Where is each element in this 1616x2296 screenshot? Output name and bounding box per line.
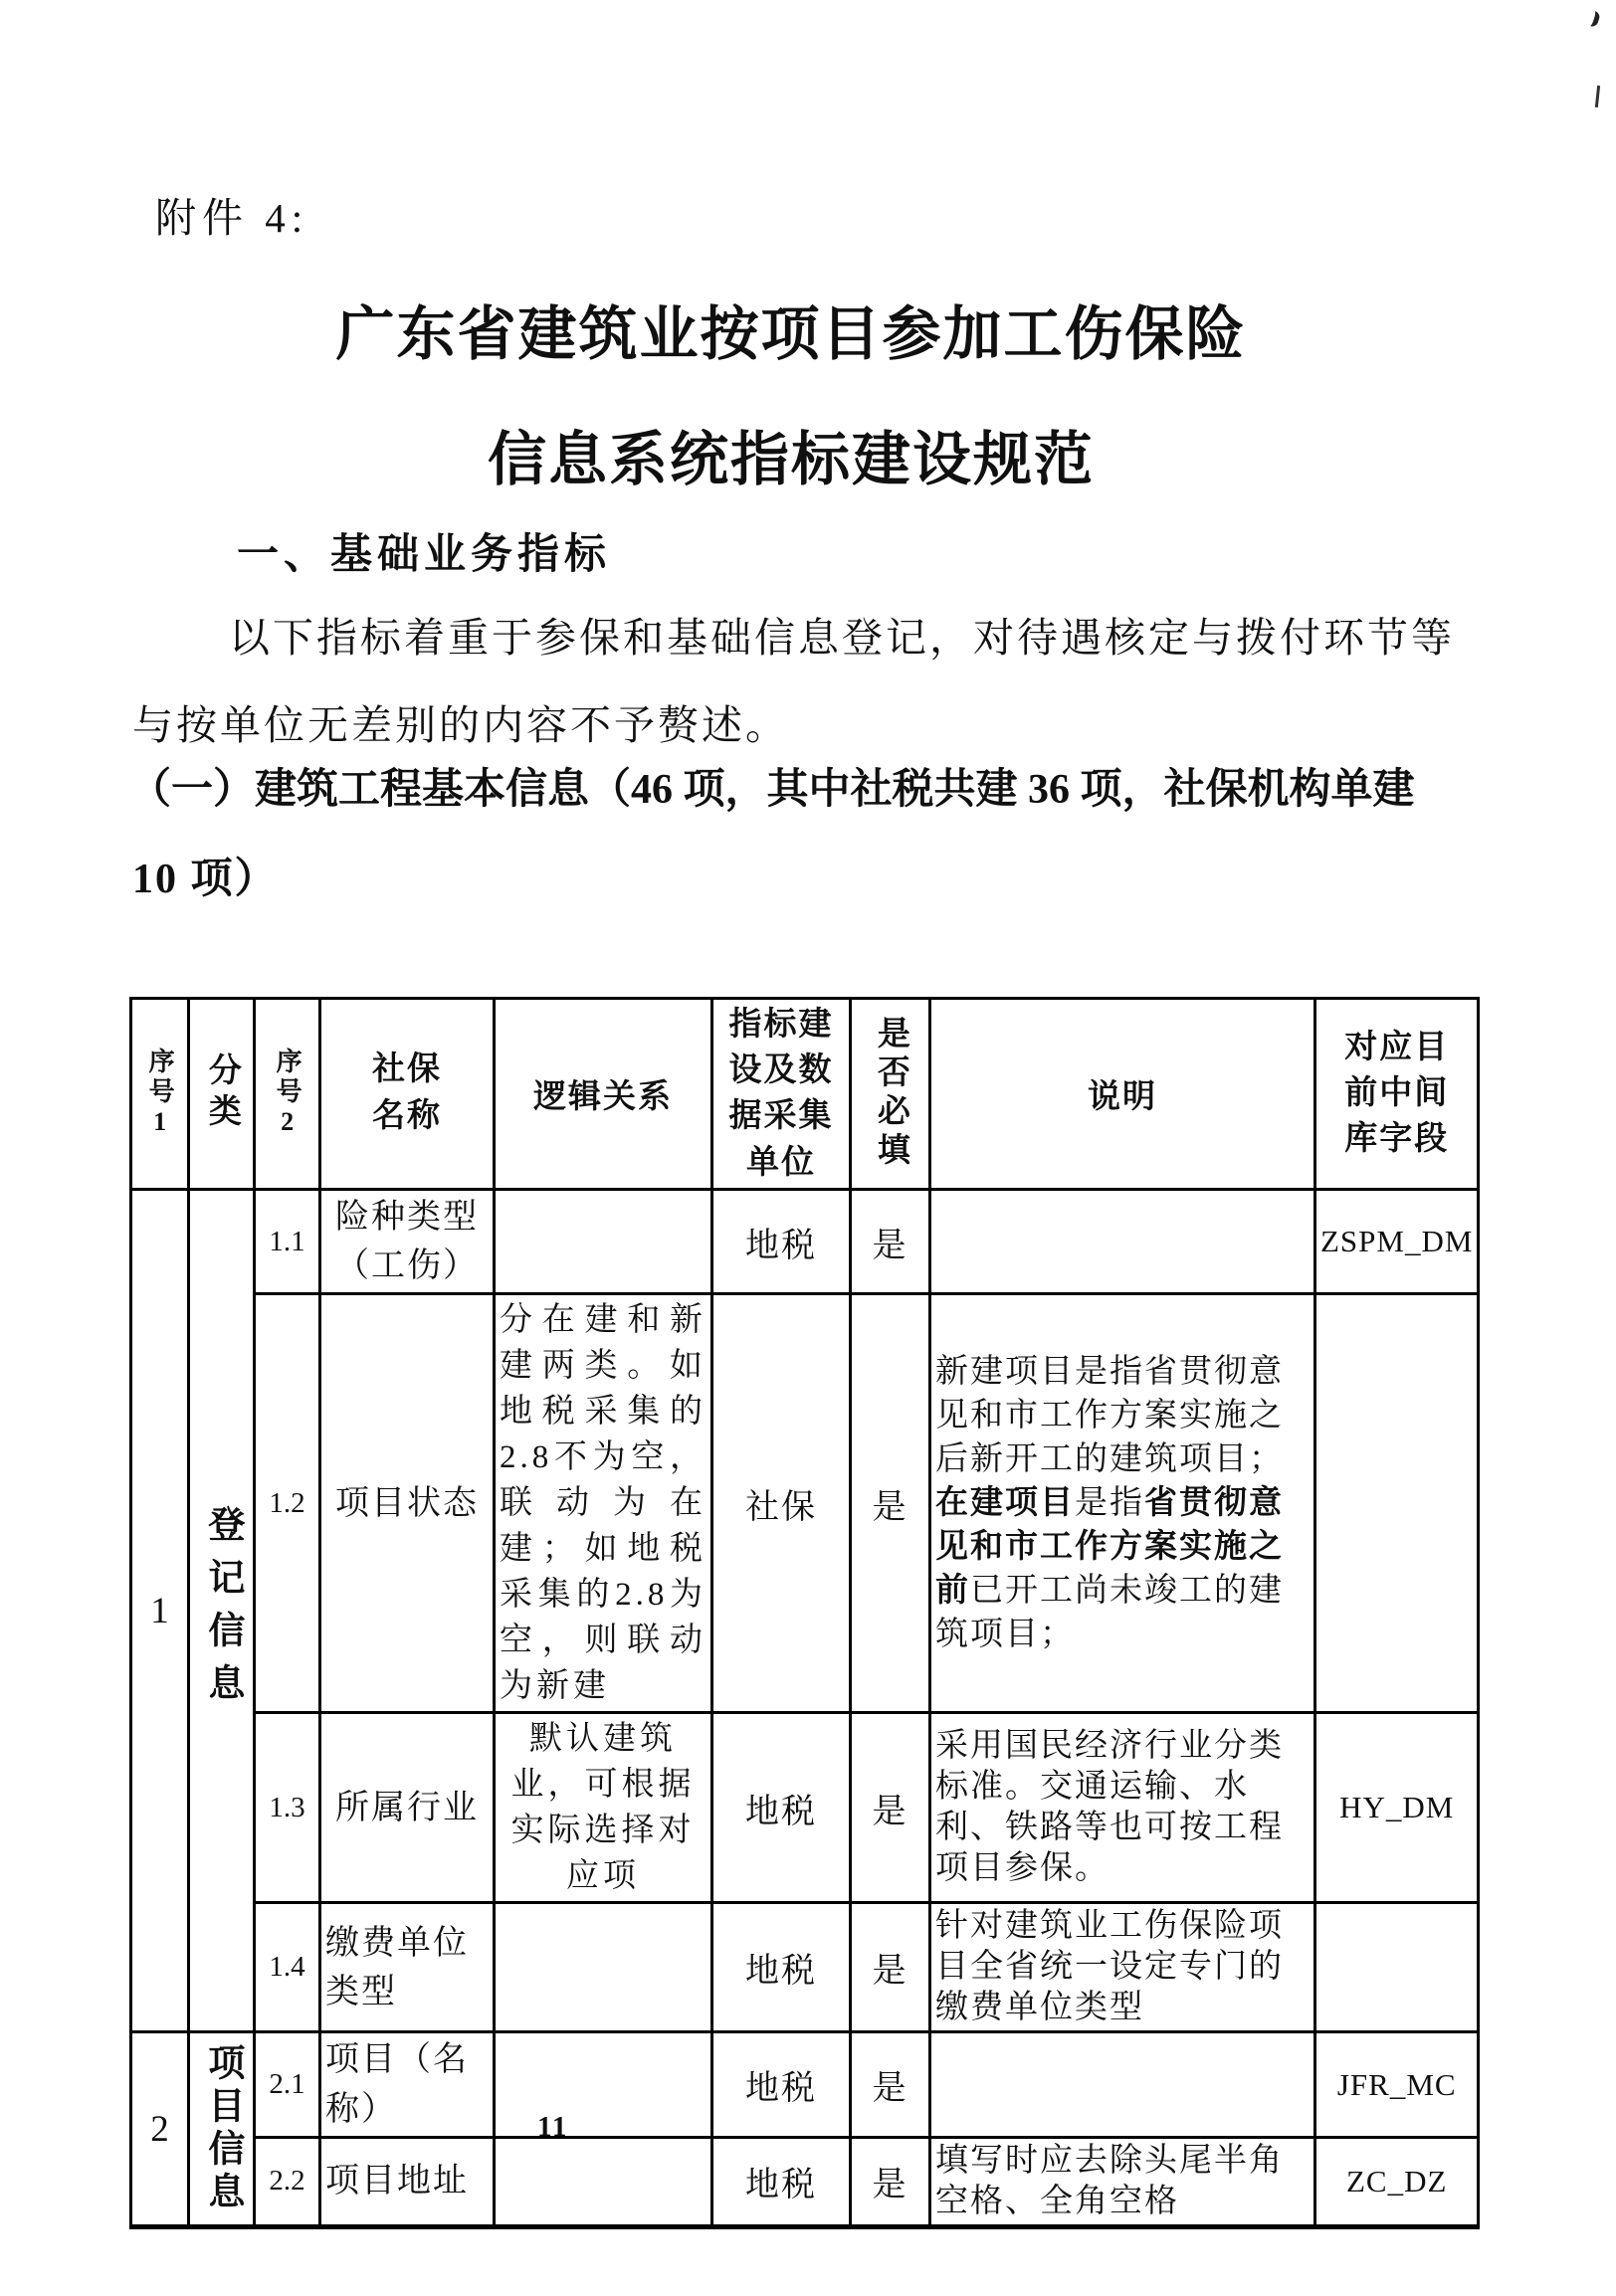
cell-required: 是 (851, 1294, 930, 1713)
cell-required: 是 (851, 1903, 930, 2032)
cell-desc (930, 1294, 1315, 1713)
subsection-heading-line2: 10 项） (132, 857, 279, 902)
cell-logic: 分在建和新建两类。如地税采集的2.8不为空，联动为在建；如地税采集的2.8为空，则联动为新建 (495, 1294, 712, 1713)
cell-seq: 1.1 (255, 1189, 320, 1294)
cell-field: HY_DM (1315, 1713, 1479, 1903)
cell-seq: 2.1 (255, 2032, 320, 2138)
cell-logic (495, 1903, 712, 2032)
table-row-2-2 (131, 2137, 1479, 2226)
cell-logic (495, 2032, 712, 2138)
table-row-1-4 (131, 1903, 1479, 2032)
cell-field (1315, 1294, 1479, 1713)
cell-field: ZSPM_DM (1315, 1189, 1479, 1294)
col-header-desc (930, 999, 1315, 1190)
document-title-line1 (129, 287, 1453, 371)
col-header-desc-text: 说明 (1088, 1078, 1157, 1115)
attachment-label: 附件 4: (155, 195, 309, 241)
cell-desc: 填写时应去除头尾半角空格、全角空格 (930, 2137, 1315, 2226)
table-header-row (131, 999, 1479, 1190)
section-heading: 一、基础业务指标 (237, 530, 612, 577)
cell-seq: 2.2 (255, 2137, 320, 2226)
cell-unit: 地税 (712, 1903, 851, 2032)
cell-logic (495, 1189, 712, 1294)
col-header-logic-text: 逻辑关系 (533, 1078, 673, 1115)
desc-part: 已开工尚未竣工的建筑项目； (935, 1573, 1284, 1653)
col-header-seq2-text: 序号2 (273, 1047, 303, 1140)
group-1-category (189, 1189, 255, 2032)
col-header-seq1-text: 序号1 (145, 1047, 175, 1140)
cell-name: 险种类型（工伤） (320, 1189, 495, 1294)
col-header-unit (712, 999, 851, 1190)
cell-unit: 地税 (712, 2032, 851, 2138)
cell-field (1315, 1903, 1479, 2032)
cell-name: 项目（名称） (320, 2032, 495, 2138)
table-row-1-2 (131, 1294, 1479, 1713)
group-1-number: 1 (131, 1189, 189, 2032)
group-1-category-text: 登记信息 (201, 1505, 243, 1717)
cell-name: 缴费单位类型 (320, 1903, 495, 2032)
cell-unit: 地税 (712, 1713, 851, 1903)
title-line2-text: 信息系统指标建设规范 (487, 427, 1095, 492)
col-header-name (320, 999, 495, 1190)
cell-required: 是 (851, 2137, 930, 2226)
desc-part: 是指 (1075, 1485, 1144, 1522)
paragraph-line2: 与按单位无差别的内容不予赘述。 (132, 702, 789, 748)
table-row-1-1 (131, 1189, 1479, 1294)
group-2-category (189, 2032, 255, 2227)
col-header-field (1315, 999, 1479, 1190)
cell-unit: 地税 (712, 1189, 851, 1294)
scan-noise-mark (1580, 8, 1601, 28)
cell-required: 是 (851, 2032, 930, 2138)
cell-seq: 1.4 (255, 1903, 320, 2032)
cell-desc (930, 2032, 1315, 2138)
desc-part: 新建项目是指省贯彻意见和市工作方案实施之后新开工的建筑项目； (935, 1354, 1284, 1478)
cell-logic: 默认建筑业，可根据实际选择对应项 (495, 1713, 712, 1903)
col-header-seq2 (255, 999, 320, 1190)
cell-seq: 1.2 (255, 1294, 320, 1713)
cell-name: 项目地址 (320, 2137, 495, 2226)
cell-unit: 地税 (712, 2137, 851, 2226)
desc-part-bold: 省贯彻意见和市工作方案实施之前 (935, 1485, 1284, 1610)
col-header-required (851, 999, 930, 1190)
col-header-unit-text: 指标建设及数据采集单位 (728, 1007, 834, 1181)
cell-name: 项目状态 (320, 1294, 495, 1713)
col-header-field-text: 对应目前中间库字段 (1344, 1030, 1450, 1158)
indicator-table (129, 997, 1480, 2229)
cell-required: 是 (851, 1189, 930, 1294)
paragraph-line1: 以下指标着重于参保和基础信息登记，对待遇核定与拨付环节等 (229, 615, 1455, 661)
title-line1-text: 广东省建筑业按项目参加工伤保险 (335, 301, 1247, 367)
col-header-logic (495, 999, 712, 1190)
document-title-line2 (129, 412, 1453, 496)
cell-unit: 社保 (712, 1294, 851, 1713)
cell-field: JFR_MC (1315, 2032, 1479, 2138)
cell-desc: 针对建筑业工伤保险项目全省统一设定专门的缴费单位类型 (930, 1903, 1315, 2032)
scan-noise-mark (1595, 86, 1600, 107)
cell-name: 所属行业 (320, 1713, 495, 1903)
table-row-1-3 (131, 1713, 1479, 1903)
col-header-name-text: 社保名称 (372, 1051, 442, 1135)
table-row-2-1 (131, 2032, 1479, 2138)
col-header-required-text: 是否必填 (872, 1016, 909, 1172)
cell-required: 是 (851, 1713, 930, 1903)
subsection-heading-line1: （一）建筑工程基本信息（46 项，其中社税共建 36 项，社保机构单建 (129, 767, 1415, 813)
group-2-category-text: 项目信息 (201, 2043, 243, 2215)
cell-logic (495, 2137, 712, 2226)
cell-desc (930, 1189, 1315, 1294)
col-header-category (189, 999, 255, 1190)
desc-part-bold: 在建项目 (935, 1485, 1075, 1522)
cell-field: ZC_DZ (1315, 2137, 1479, 2226)
cell-desc: 采用国民经济行业分类标准。交通运输、水利、铁路等也可按工程项目参保。 (930, 1713, 1315, 1903)
group-2-number: 2 (131, 2032, 189, 2227)
col-header-category-text: 分类 (203, 1052, 240, 1135)
page-number: 11 (537, 2111, 569, 2143)
col-header-seq1 (131, 999, 189, 1190)
cell-seq: 1.3 (255, 1713, 320, 1903)
